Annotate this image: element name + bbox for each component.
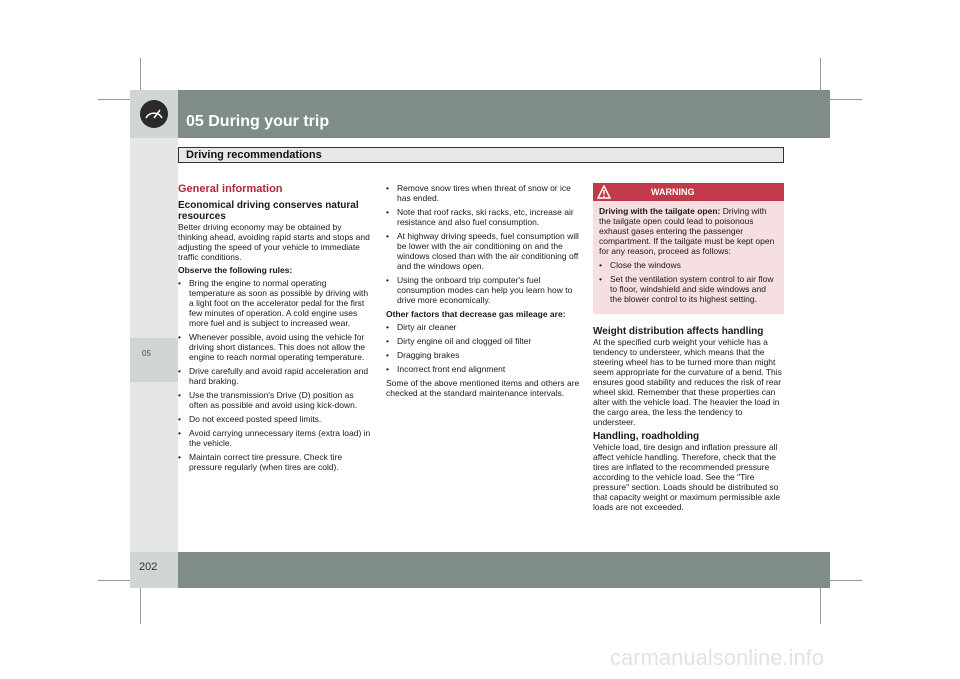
list-item: • Set the ventilation system control to air flow to floor, windshield and side windows and the blower control to its highest setting. <box>599 274 778 304</box>
section-title: Driving recommendations <box>186 149 322 161</box>
rules-heading: Observe the following rules: <box>178 265 293 275</box>
watermark: carmanualsonline.info <box>610 645 825 670</box>
list-item: • Use the transmission's Drive (D) position as often as possible and avoid using kick-down. <box>178 390 372 410</box>
handling-heading: Handling, roadholding <box>593 431 700 442</box>
list-item: • Do not exceed posted speed limits. <box>178 414 372 424</box>
list-item: • Dragging brakes <box>386 350 582 360</box>
column-2 <box>386 183 582 401</box>
warning-lead: Driving with the tailgate open: <box>599 206 721 216</box>
warning-box <box>593 183 784 314</box>
list-item: • Drive carefully and avoid rapid acceleration and hard braking. <box>178 366 372 386</box>
economy-intro: Better driving economy may be obtained by thinking ahead, avoiding rapid starts and stops and adjusting the speed of your vehicle to immediate traffic conditions. <box>178 222 370 262</box>
list-item: • Dirty engine oil and clogged oil filter <box>386 336 582 346</box>
warning-header <box>593 183 784 201</box>
column-3 <box>593 183 784 515</box>
warning-label: WARNING <box>651 187 695 197</box>
factors-heading: Other factors that decrease gas mileage are: <box>386 309 566 319</box>
handling-text: Vehicle load, tire design and inflation pressure all affect vehicle handling. Therefore, check that the tires are inflated to the recommended pressure according to the vehicle load. See the "Tire pressure" section. Loads should be distributed so that capacity weight or maximum permissible axle loads are not exceeded. <box>593 442 781 512</box>
list-item: • Note that roof racks, ski racks, etc, increase air resistance and also fuel consumption. <box>386 207 582 227</box>
economy-heading: Economical driving conserves natural resources <box>178 200 359 222</box>
speedometer-icon <box>140 100 168 128</box>
weight-heading: Weight distribution affects handling <box>593 326 764 337</box>
warning-body <box>593 201 784 314</box>
list-item: • Incorrect front end alignment <box>386 364 582 374</box>
column-1 <box>178 183 372 476</box>
tips-list <box>386 183 582 305</box>
list-item: • Close the windows <box>599 260 778 270</box>
list-item: • Whenever possible, avoid using the vehicle for driving short distances. This does not allow the engine to reach normal operating temperature. <box>178 332 372 362</box>
list-item: • Dirty air cleaner <box>386 322 582 332</box>
list-item: • Avoid carrying unnecessary items (extra load) in the vehicle. <box>178 428 372 448</box>
side-tab <box>130 338 178 382</box>
factors-closing: Some of the above mentioned items and others are checked at the standard maintenance intervals. <box>386 378 580 398</box>
warning-text: Driving with the tailgate open could lead to poisonous exhaust gases entering the passenger compartment. If the tailgate must be kept open for any reason, proceed as follows: <box>599 206 775 256</box>
weight-text: At the specified curb weight your vehicle has a tendency to understeer, which means that the steering wheel has to be turned more than might seem appropriate for the curvature of a bend. This ensures good stability and reduces the risk of rear wheel skid. Remember that these properties can alter with the vehicle load. The heavier the load in the cargo area, the less the tendency to understeer. <box>593 337 782 427</box>
general-info-heading: General information <box>178 183 283 195</box>
page-number: 202 <box>139 561 158 573</box>
warning-list <box>599 260 778 304</box>
list-item: • Remove snow tires when threat of snow or ice has ended. <box>386 183 582 203</box>
list-item: • Using the onboard trip computer's fuel consumption modes can help you learn how to drive more economically. <box>386 275 582 305</box>
factors-list <box>386 322 582 374</box>
warning-icon <box>597 185 611 199</box>
chapter-title: 05 During your trip <box>186 113 330 130</box>
list-item: • At highway driving speeds, fuel consumption will be lower with the air conditioning on and the windows closed than with the air conditioning off and the windows open. <box>386 231 582 271</box>
footer-band <box>130 552 830 588</box>
list-item: • Bring the engine to normal operating temperature as soon as possible by driving with a light foot on the accelerator pedal for the first few minutes of operation. A cold engine uses more fuel and is subject to increased wear. <box>178 278 372 328</box>
side-tab-label: 05 <box>142 349 151 358</box>
list-item: • Maintain correct tire pressure. Check tire pressure regularly (when tires are cold). <box>178 452 372 472</box>
rules-list <box>178 278 372 472</box>
